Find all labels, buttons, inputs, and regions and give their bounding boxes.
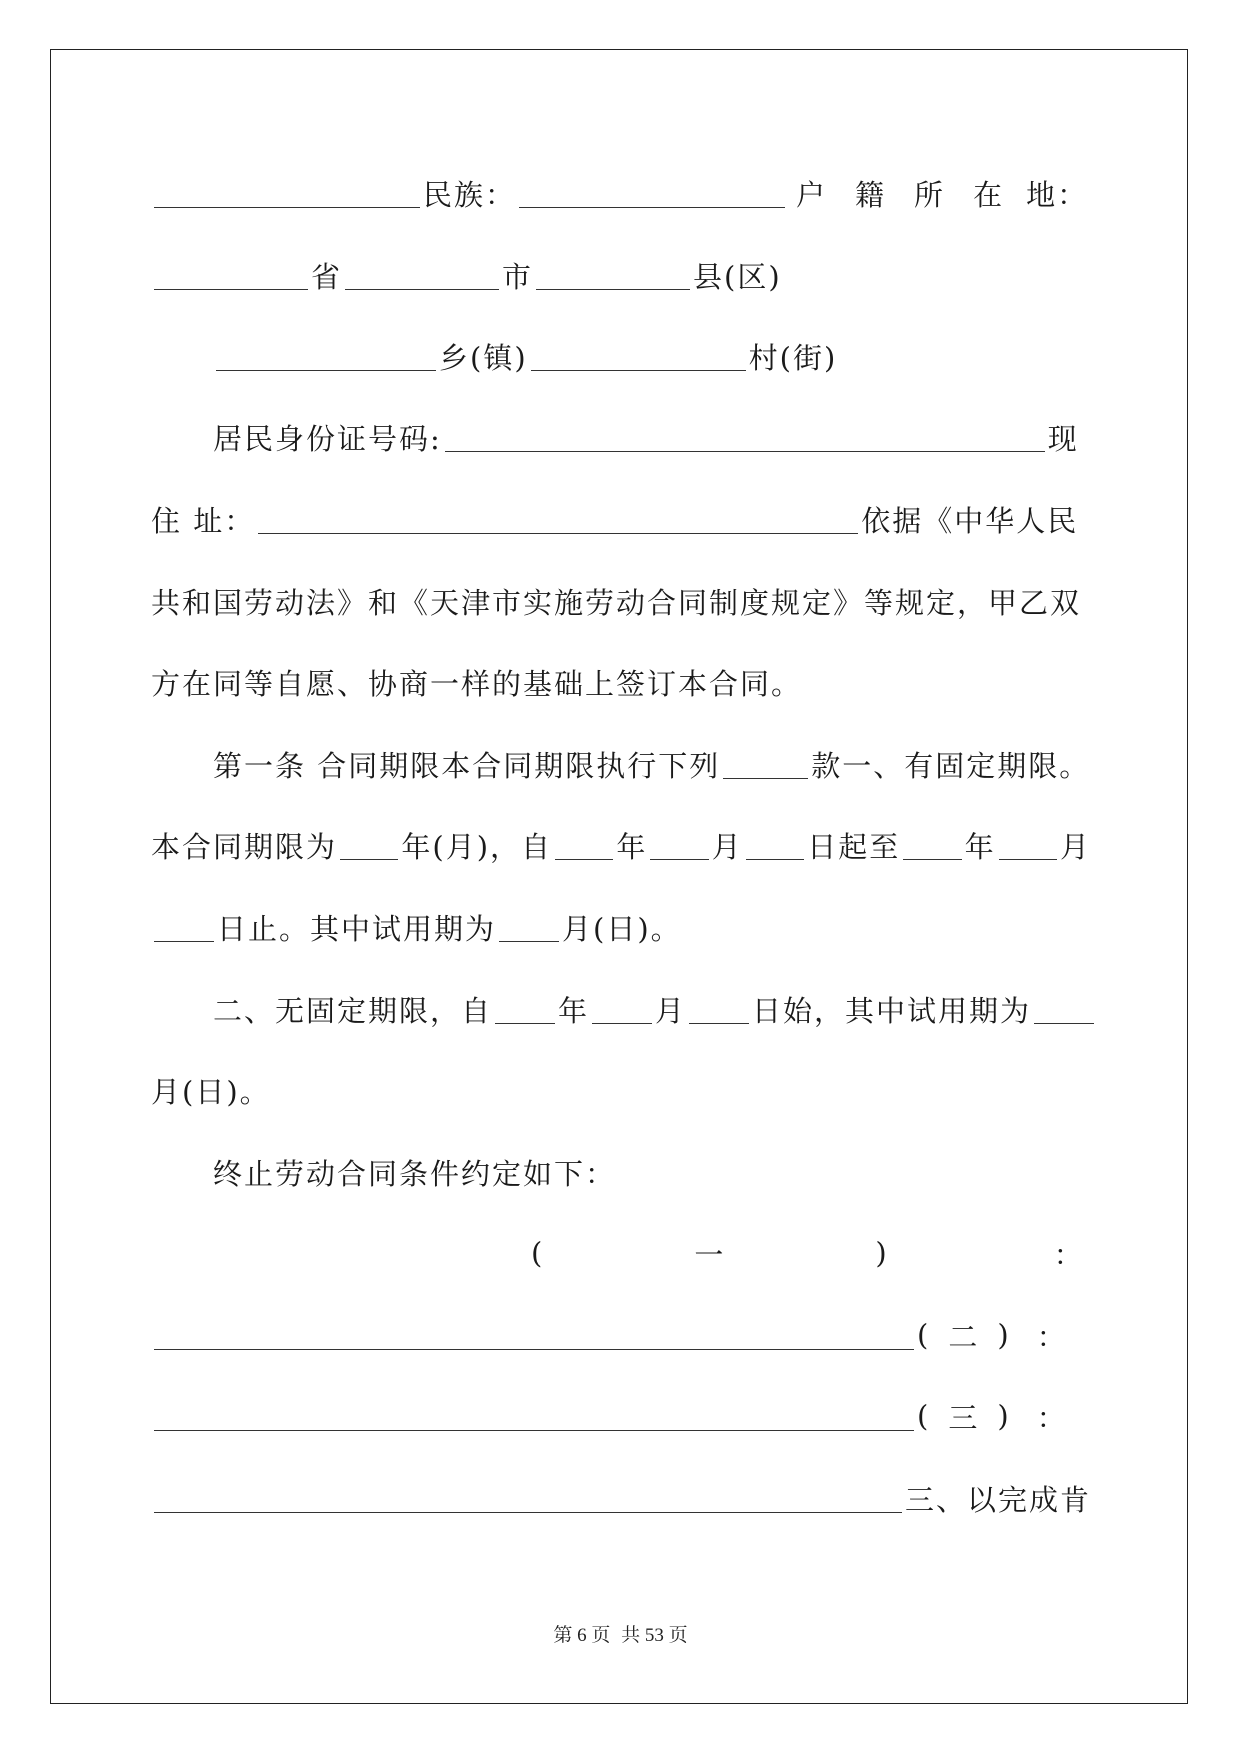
condition-marker: ( bbox=[917, 1318, 931, 1352]
term-text: 年(月)，自 bbox=[401, 829, 553, 864]
indefinite-text: 月(日)。 bbox=[151, 1074, 271, 1109]
blank-line bbox=[154, 1321, 914, 1350]
blank-line bbox=[650, 831, 708, 860]
condition-marker: ： bbox=[1036, 1400, 1068, 1435]
indefinite-text: 二、无固定期限，自 bbox=[213, 993, 493, 1028]
blank-line bbox=[592, 995, 652, 1024]
probation-text: 日止。其中试用期为 bbox=[217, 911, 497, 946]
province-label: 省 bbox=[311, 259, 343, 294]
paragraph-line bbox=[151, 1065, 1091, 1115]
blank-line bbox=[258, 505, 858, 534]
blank-line bbox=[154, 179, 420, 208]
id-number-label: 居民身份证号码: bbox=[213, 421, 442, 456]
term-text: 月 bbox=[1059, 829, 1091, 864]
page-number: 第 6 页 bbox=[553, 1625, 611, 1646]
term-text: 本合同期限为 bbox=[151, 829, 338, 864]
residence-label-3: 所 bbox=[914, 177, 946, 212]
line-ethnicity-residence bbox=[151, 168, 1091, 218]
residence-label-1: 户 bbox=[796, 177, 828, 212]
indefinite-text: 年 bbox=[558, 993, 590, 1028]
blank-line bbox=[154, 913, 214, 942]
condition-marker: ) bbox=[997, 1318, 1011, 1352]
indefinite-text: 月 bbox=[655, 993, 687, 1028]
line-address bbox=[151, 494, 1091, 544]
line-condition-one bbox=[151, 1228, 1091, 1278]
line-condition-two bbox=[151, 1310, 1091, 1360]
line-town-village bbox=[213, 331, 1153, 381]
line-completion bbox=[151, 1473, 1091, 1523]
paragraph-line bbox=[151, 576, 1091, 626]
term-text: 年 bbox=[616, 829, 648, 864]
line-province-city-county bbox=[151, 250, 1091, 300]
condition-marker: ) bbox=[997, 1399, 1011, 1433]
condition-marker: ( bbox=[917, 1399, 931, 1433]
condition-marker: ： bbox=[1036, 1319, 1068, 1354]
blank-line bbox=[536, 261, 690, 290]
city-label: 市 bbox=[502, 259, 534, 294]
blank-line bbox=[555, 831, 613, 860]
line-termination-heading bbox=[213, 1147, 1153, 1197]
term-text: 日起至 bbox=[807, 829, 901, 864]
condition-marker: ( bbox=[531, 1236, 545, 1270]
line-contract-term bbox=[151, 820, 1091, 870]
village-label: 村(街) bbox=[748, 340, 838, 375]
address-label: 住 址： bbox=[151, 503, 256, 538]
condition-marker: ： bbox=[1053, 1237, 1085, 1272]
completion-text: 三、以完成肯 bbox=[904, 1482, 1091, 1517]
blank-line bbox=[340, 831, 398, 860]
termination-heading: 终止劳动合同条件约定如下： bbox=[213, 1156, 617, 1191]
blank-line bbox=[1034, 995, 1094, 1024]
current-label: 现 bbox=[1047, 421, 1079, 456]
residence-label-4: 在 bbox=[973, 177, 1005, 212]
blank-line bbox=[445, 423, 1045, 452]
term-text: 年 bbox=[964, 829, 996, 864]
blank-line bbox=[154, 1484, 902, 1513]
county-label: 县(区) bbox=[693, 259, 782, 294]
total-pages: 共 53 页 bbox=[621, 1625, 688, 1646]
blank-line bbox=[154, 1402, 914, 1431]
probation-text: 月(日)。 bbox=[562, 911, 682, 946]
ethnicity-label: 民族： bbox=[423, 177, 517, 212]
indefinite-text: 日始，其中试用期为 bbox=[752, 993, 1032, 1028]
blank-line bbox=[154, 261, 308, 290]
blank-line bbox=[499, 913, 559, 942]
line-indefinite-term bbox=[213, 984, 1153, 1034]
line-probation bbox=[151, 902, 1091, 952]
line-article-one bbox=[213, 739, 1153, 789]
condition-marker: 三 bbox=[948, 1400, 980, 1435]
article-one-text: 第一条 合同期限本合同期限执行下列 bbox=[213, 748, 721, 783]
blank-line bbox=[746, 831, 804, 860]
blank-line bbox=[999, 831, 1057, 860]
condition-marker: 二 bbox=[948, 1319, 980, 1354]
residence-label-5: 地： bbox=[1026, 177, 1089, 212]
blank-line bbox=[689, 995, 749, 1024]
line-id-number bbox=[213, 412, 1153, 462]
blank-line bbox=[216, 342, 436, 371]
condition-marker: ) bbox=[875, 1236, 889, 1270]
condition-marker: 一 bbox=[694, 1237, 726, 1272]
basis-text: 依据《中华人民 bbox=[861, 503, 1079, 538]
blank-line bbox=[531, 342, 746, 371]
residence-label-2: 籍 bbox=[855, 177, 887, 212]
blank-line bbox=[345, 261, 499, 290]
blank-line bbox=[723, 750, 808, 779]
basis-text: 方在同等自愿、协商一样的基础上签订本合同。 bbox=[151, 666, 803, 701]
blank-line bbox=[519, 179, 785, 208]
town-label: 乡(镇) bbox=[439, 340, 528, 375]
term-text: 月 bbox=[711, 829, 743, 864]
basis-text: 共和国劳动法》和《天津市实施劳动合同制度规定》等规定，甲乙双 bbox=[151, 585, 1082, 620]
page-footer bbox=[0, 1620, 1241, 1647]
paragraph-line bbox=[151, 657, 1091, 707]
line-condition-three bbox=[151, 1391, 1091, 1441]
blank-line bbox=[903, 831, 961, 860]
article-one-text: 款一、有固定期限。 bbox=[811, 748, 1091, 783]
blank-line bbox=[495, 995, 555, 1024]
